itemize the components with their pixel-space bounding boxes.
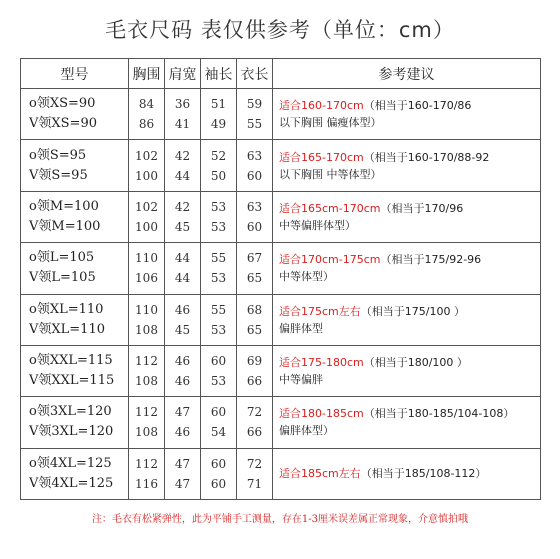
advice-cell [273,243,541,294]
length-value: 66 [246,374,263,389]
table-row [21,243,541,294]
shoulder-value: 36 [174,97,191,112]
advice-cell [273,89,541,140]
advice-cell [273,397,541,448]
sleeve-cell [201,294,237,345]
length-cell [237,140,273,191]
chest-value: 112 [135,405,158,420]
header-shoulder: 肩宽 [165,59,201,89]
advice-height: 适合180-185cm [279,407,364,421]
length-value: 72 [246,405,263,420]
length-value: 71 [246,476,263,491]
sleeve-value: 53 [210,199,227,214]
size-cell [21,191,129,242]
footer-note: 注：毛衣有松紧弹性，此为平铺手工测量，存在1-3厘米误差属正常现象，介意慎拍哦 [91,514,469,525]
table-row [21,140,541,191]
shoulder-value: 46 [174,374,191,389]
sleeve-cell [201,191,237,242]
table-row [21,294,541,345]
chest-value: 108 [135,425,158,440]
length-cell [237,294,273,345]
advice-detail: （相当于175/92-96 [380,253,482,267]
shoulder-cell [165,140,201,191]
sleeve-cell [201,243,237,294]
chest-value: 110 [135,251,158,266]
advice-detail: （相当于185/108-112） [360,467,487,481]
sleeve-cell [201,397,237,448]
chest-value: 100 [135,219,158,234]
size-v-neck: V领XL=110 [29,321,105,337]
length-value: 72 [246,456,263,471]
length-cell [237,191,273,242]
chest-value: 106 [135,271,158,286]
chest-value: 86 [138,117,155,132]
sleeve-value: 60 [210,456,227,471]
shoulder-value: 47 [174,405,191,420]
advice-height: 适合160-170cm [279,99,364,113]
size-o-neck: o领M=100 [29,198,99,214]
length-value: 63 [246,199,263,214]
sleeve-value: 49 [210,117,227,132]
length-value: 60 [246,168,263,183]
size-o-neck: o领4XL=125 [29,455,112,471]
size-o-neck: o领XXL=115 [29,353,113,369]
size-o-neck: o领S=95 [29,147,87,163]
sleeve-value: 55 [210,302,227,317]
length-cell [237,397,273,448]
advice-cell [273,448,541,499]
chest-value: 116 [135,476,158,491]
table-row [21,345,541,396]
advice-height: 适合175cm左右 [279,304,361,318]
length-value: 63 [246,148,263,163]
advice-cell [273,140,541,191]
header-size: 型号 [21,59,129,89]
size-cell [21,448,129,499]
sleeve-cell [201,345,237,396]
sleeve-value: 51 [210,97,227,112]
header-advice: 参考建议 [273,59,541,89]
advice-detail: （相当于170/96 [380,201,464,215]
size-v-neck: V领3XL=120 [29,424,114,440]
advice-body-type: 以下胸围 中等体型） [279,167,382,181]
length-value: 59 [246,97,263,112]
size-v-neck: V领XXL=115 [29,373,115,389]
sleeve-value: 54 [210,425,227,440]
length-value: 65 [246,271,263,286]
header-chest: 胸围 [129,59,165,89]
advice-body-type: 中等体型） [279,270,334,284]
advice-detail: （相当于160-170/88-92 [363,150,490,164]
chest-cell [129,397,165,448]
size-cell [21,89,129,140]
length-value: 69 [246,354,263,369]
advice-cell [273,345,541,396]
shoulder-cell [165,397,201,448]
sleeve-value: 60 [210,405,227,420]
table-row [21,448,541,499]
chest-value: 108 [135,322,158,337]
table-row [21,397,541,448]
advice-body-type: 偏胖体型 [279,321,323,335]
shoulder-value: 42 [174,199,191,214]
advice-detail: （相当于175/100 ） [360,304,465,318]
sleeve-value: 50 [210,168,227,183]
length-value: 65 [246,322,263,337]
shoulder-value: 42 [174,148,191,163]
shoulder-cell [165,89,201,140]
chest-cell [129,294,165,345]
size-o-neck: o领XL=110 [29,301,104,317]
sleeve-value: 53 [210,219,227,234]
sleeve-cell [201,140,237,191]
chest-value: 100 [135,168,158,183]
length-cell [237,243,273,294]
chest-value: 112 [135,456,158,471]
sleeve-cell [201,448,237,499]
shoulder-cell [165,243,201,294]
table-row [21,191,541,242]
shoulder-cell [165,345,201,396]
chest-value: 112 [135,354,158,369]
size-cell [21,345,129,396]
advice-body-type: 以下胸围 偏瘦体型） [279,116,382,130]
table-row [21,89,541,140]
sleeve-value: 55 [210,251,227,266]
page-title: 毛衣尺码 表仅供参考（单位：cm） [105,18,455,42]
size-o-neck: o领3XL=120 [29,404,112,420]
advice-height: 适合165cm-170cm [279,201,381,215]
chest-value: 102 [135,199,158,214]
shoulder-value: 47 [174,456,191,471]
chest-cell [129,191,165,242]
shoulder-cell [165,448,201,499]
advice-body-type: 中等偏胖 [279,373,323,387]
shoulder-value: 44 [174,168,191,183]
header-length: 衣长 [237,59,273,89]
length-value: 55 [246,117,263,132]
advice-detail: （相当于160-170/86 [363,99,472,113]
size-v-neck: V领S=95 [29,167,88,183]
sleeve-value: 52 [210,148,227,163]
shoulder-value: 47 [174,476,191,491]
shoulder-value: 41 [174,117,191,132]
length-cell [237,345,273,396]
chest-cell [129,448,165,499]
length-value: 66 [246,425,263,440]
shoulder-value: 44 [174,251,191,266]
chest-value: 102 [135,148,158,163]
advice-height: 适合175-180cm [279,356,364,370]
advice-height: 适合170cm-175cm [279,253,381,267]
sleeve-value: 53 [210,374,227,389]
advice-cell [273,191,541,242]
shoulder-value: 46 [174,354,191,369]
length-value: 68 [246,302,263,317]
sleeve-value: 53 [210,322,227,337]
shoulder-value: 46 [174,425,191,440]
length-cell [237,448,273,499]
length-cell [237,89,273,140]
advice-body-type: 偏胖体型） [279,424,334,438]
advice-height: 适合165-170cm [279,150,364,164]
advice-detail: （相当于180-185/104-108） [363,407,515,421]
size-v-neck: V领M=100 [29,218,101,234]
sleeve-value: 53 [210,271,227,286]
size-cell [21,397,129,448]
size-o-neck: o领L=105 [29,250,95,266]
shoulder-cell [165,294,201,345]
advice-body-type: 中等偏胖体型） [279,218,356,232]
size-v-neck: V领XS=90 [29,116,97,132]
chest-cell [129,243,165,294]
sleeve-value: 60 [210,476,227,491]
shoulder-value: 45 [174,219,191,234]
shoulder-value: 44 [174,271,191,286]
size-cell [21,140,129,191]
size-cell [21,243,129,294]
header-sleeve: 袖长 [201,59,237,89]
shoulder-cell [165,191,201,242]
chest-cell [129,140,165,191]
chest-value: 108 [135,374,158,389]
table-header-row [21,59,541,89]
sleeve-value: 60 [210,354,227,369]
size-cell [21,294,129,345]
advice-detail: （相当于180/100 ） [363,356,468,370]
size-o-neck: o领XS=90 [29,96,96,112]
size-table [20,58,541,500]
chest-cell [129,345,165,396]
size-v-neck: V领4XL=125 [29,475,114,491]
size-v-neck: V领L=105 [29,270,96,286]
shoulder-value: 46 [174,302,191,317]
advice-height: 适合185cm左右 [279,467,361,481]
length-value: 67 [246,251,263,266]
sleeve-cell [201,89,237,140]
chest-value: 84 [138,97,155,112]
advice-cell [273,294,541,345]
shoulder-value: 45 [174,322,191,337]
chest-value: 110 [135,302,158,317]
chest-cell [129,89,165,140]
length-value: 60 [246,219,263,234]
